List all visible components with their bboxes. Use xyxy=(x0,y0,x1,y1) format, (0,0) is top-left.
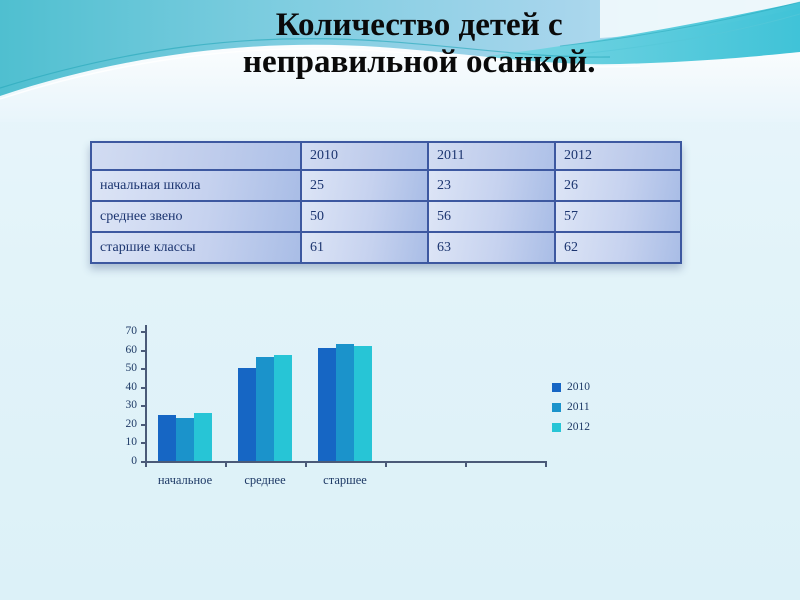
y-tick-label: 60 xyxy=(125,343,137,356)
bar-2012-начальное xyxy=(194,413,212,461)
y-tick-label: 0 xyxy=(131,455,137,467)
x-axis-tick xyxy=(145,463,147,467)
cell-value: 50 xyxy=(301,201,428,232)
cell-value: 23 xyxy=(428,170,555,201)
bar-2012-старшее xyxy=(354,346,372,461)
y-tick-label: 30 xyxy=(125,399,137,412)
bar-2011-старшее xyxy=(336,344,354,461)
bar-2012-среднее xyxy=(274,355,292,461)
legend-swatch-2011 xyxy=(552,403,561,412)
legend-swatch-2010 xyxy=(552,383,561,392)
x-category-label: старшее xyxy=(323,473,367,487)
y-tick-label: 70 xyxy=(125,325,137,337)
x-axis-tick xyxy=(385,463,387,467)
cell-value: 62 xyxy=(555,232,681,263)
table-row xyxy=(91,170,681,201)
y-tick-label: 10 xyxy=(125,436,137,449)
cell-value: 63 xyxy=(428,232,555,263)
bar-2011-начальное xyxy=(176,418,194,461)
y-axis-tick xyxy=(141,442,145,444)
x-axis xyxy=(145,461,547,463)
cell-value: 26 xyxy=(555,170,681,201)
row-label-senior-classes: старшие классы xyxy=(91,232,301,263)
y-axis xyxy=(145,325,147,462)
table-header-empty xyxy=(91,142,301,170)
bar-2011-среднее xyxy=(256,357,274,461)
table-header-2010: 2010 xyxy=(301,142,428,170)
x-axis-tick xyxy=(225,463,227,467)
row-label-middle-school: среднее звено xyxy=(91,201,301,232)
slide-title xyxy=(99,7,739,81)
y-tick-label: 50 xyxy=(125,362,137,375)
y-axis-tick xyxy=(141,331,145,333)
cell-value: 57 xyxy=(555,201,681,232)
legend-label-2010: 2010 xyxy=(567,381,590,393)
x-category-label: среднее xyxy=(244,473,286,487)
y-tick-label: 20 xyxy=(125,417,137,430)
posture-data-table xyxy=(90,141,682,264)
y-axis-tick xyxy=(141,350,145,352)
title-line-2: неправильной осанкой. xyxy=(242,44,596,80)
table-header-row xyxy=(91,142,681,170)
y-axis-tick xyxy=(141,405,145,407)
x-axis-tick xyxy=(305,463,307,467)
legend-label-2012: 2012 xyxy=(567,421,590,433)
x-axis-tick xyxy=(545,463,547,467)
x-axis-tick xyxy=(465,463,467,467)
legend-label-2011: 2011 xyxy=(567,401,590,413)
table-row xyxy=(91,232,681,263)
bar-2010-начальное xyxy=(158,415,176,461)
row-label-primary-school: начальная школа xyxy=(91,170,301,201)
x-category-label: начальное xyxy=(157,473,213,487)
bar-chart xyxy=(118,320,638,505)
cell-value: 25 xyxy=(301,170,428,201)
bar-2010-среднее xyxy=(238,368,256,461)
bar-2010-старшее xyxy=(318,348,336,461)
y-axis-tick xyxy=(141,424,145,426)
y-tick-label: 40 xyxy=(125,380,137,393)
title-line-1: Количество детей с xyxy=(275,7,563,43)
table-row xyxy=(91,201,681,232)
cell-value: 61 xyxy=(301,232,428,263)
y-axis-tick xyxy=(141,387,145,389)
table-header-2012: 2012 xyxy=(555,142,681,170)
y-axis-tick xyxy=(141,368,145,370)
cell-value: 56 xyxy=(428,201,555,232)
legend-swatch-2012 xyxy=(552,423,561,432)
table-header-2011: 2011 xyxy=(428,142,555,170)
